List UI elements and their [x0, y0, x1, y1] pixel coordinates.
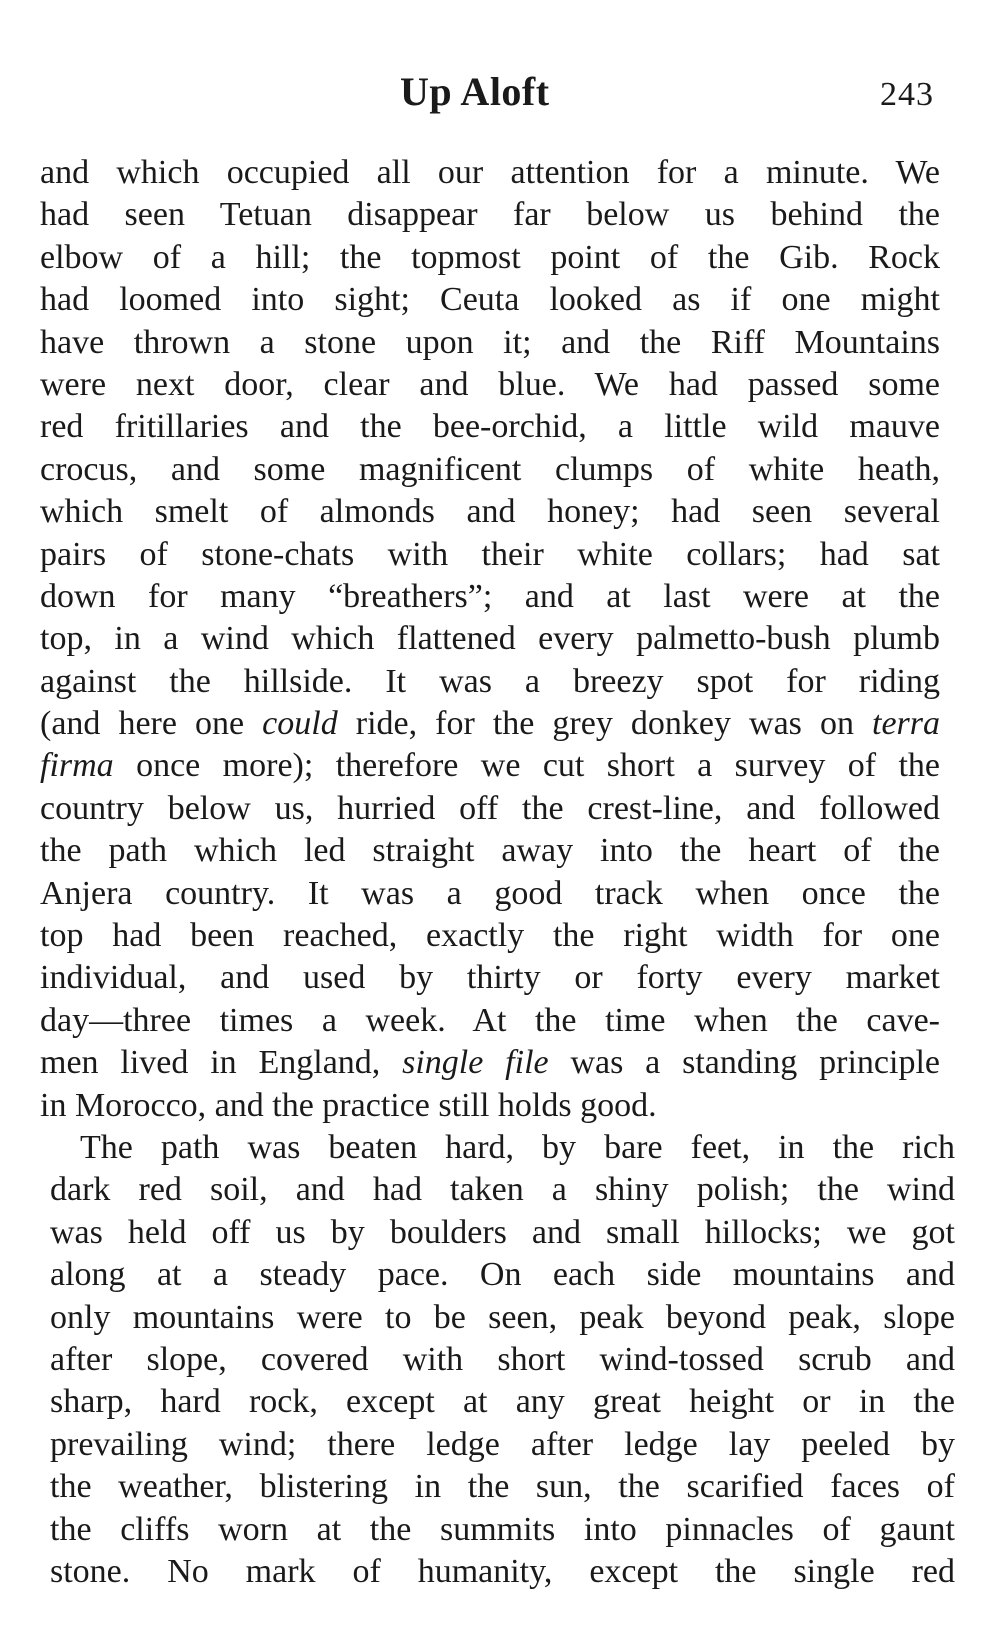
- text-line: [40, 957, 940, 999]
- text-segment: (and here one: [40, 705, 263, 743]
- italic-text: could: [262, 705, 338, 743]
- text-line: [50, 1509, 955, 1551]
- italic-text: firma: [40, 747, 114, 785]
- text-segment: which smelt of almonds and honey; had seen several: [40, 493, 940, 531]
- text-line: [50, 1127, 955, 1169]
- text-segment: have thrown a stone upon it; and the Riff Mountains: [40, 323, 940, 361]
- text-line: [40, 279, 940, 321]
- text-line: [50, 1339, 955, 1381]
- text-segment: prevailing wind; there ledge after ledge lay peeled by: [50, 1425, 955, 1463]
- text-segment: had loomed into sight; Ceuta looked as if one might: [40, 281, 940, 319]
- text-line: [50, 1169, 955, 1211]
- text-line: [40, 873, 940, 915]
- text-segment: was held off us by boulders and small hillocks; we got: [50, 1213, 955, 1251]
- text-segment: after slope, covered with short wind-tossed scrub and: [50, 1340, 955, 1378]
- text-line: [50, 1381, 955, 1423]
- paragraph: [50, 1127, 955, 1593]
- text-segment: once more); therefore we cut short a survey of the: [113, 747, 940, 785]
- text-segment: top, in a wind which flattened every palmetto-bush plumb: [40, 620, 940, 658]
- text-line: [40, 915, 940, 957]
- text-line: [50, 1212, 955, 1254]
- text-line: [40, 661, 940, 703]
- text-segment: ride, for the grey donkey was on: [337, 705, 872, 743]
- text-segment: along at a steady pace. On each side mountains and: [50, 1256, 955, 1294]
- text-line: [50, 1297, 955, 1339]
- text-segment: were next door, clear and blue. We had passed some: [40, 365, 940, 403]
- text-line: [40, 364, 940, 406]
- text-segment: and which occupied all our attention for a minute. We: [40, 154, 940, 191]
- text-line: [40, 830, 940, 872]
- text-segment: The path was beaten hard, by bare feet, in the rich: [80, 1129, 955, 1166]
- running-title: Up Aloft: [400, 69, 550, 114]
- text-line: [40, 703, 940, 745]
- text-segment: dark red soil, and had taken a shiny polish; the wind: [50, 1171, 955, 1209]
- text-segment: against the hillside. It was a breezy spot for riding: [40, 662, 940, 700]
- text-segment: only mountains were to be seen, peak beyond peak, slope: [50, 1298, 955, 1336]
- text-segment: had seen Tetuan disappear far below us behind the: [40, 196, 940, 234]
- text-segment: the weather, blistering in the sun, the scarified faces of: [50, 1468, 955, 1506]
- text-segment: individual, and used by thirty or forty every market: [40, 959, 940, 997]
- text-segment: country below us, hurried off the crest-line, and followed: [40, 789, 940, 827]
- text-segment: sharp, hard rock, except at any great height or in the: [50, 1383, 955, 1421]
- text-line: [40, 449, 940, 491]
- text-segment: down for many “breathers”; and at last were at the: [40, 577, 940, 615]
- italic-text: single file: [402, 1044, 549, 1082]
- text-line: [40, 788, 940, 830]
- text-segment: elbow of a hill; the topmost point of the Gib. Rock: [40, 238, 940, 276]
- paragraph: [40, 152, 940, 1127]
- text-line: [40, 237, 940, 279]
- text-line: [40, 1000, 940, 1042]
- text-line: [40, 194, 940, 236]
- text-segment: crocus, and some magnificent clumps of white heath,: [40, 450, 940, 488]
- text-line: [40, 491, 940, 533]
- text-segment: the cliffs worn at the summits into pinnacles of gaunt: [50, 1510, 955, 1548]
- text-segment: stone. No mark of humanity, except the single red: [50, 1552, 955, 1590]
- text-segment: pairs of stone-chats with their white collars; had sat: [40, 535, 940, 573]
- text-line: [40, 1085, 940, 1127]
- text-segment: day—three times a week. At the time when the cave-: [40, 1001, 940, 1039]
- text-line: [40, 1042, 940, 1084]
- text-segment: red fritillaries and the bee-orchid, a little wild mauve: [40, 408, 940, 446]
- text-segment: was a standing principle: [548, 1044, 940, 1082]
- text-line: [50, 1551, 955, 1593]
- text-line: [40, 576, 940, 618]
- text-segment: Anjera country. It was a good track when once the: [40, 874, 940, 912]
- text-line: [40, 322, 940, 364]
- italic-text: terra: [872, 705, 940, 743]
- text-line: [40, 534, 940, 576]
- text-segment: men lived in England,: [40, 1044, 403, 1082]
- text-line: [50, 1424, 955, 1466]
- text-line: [50, 1466, 955, 1508]
- text-segment: top had been reached, exactly the right width for one: [40, 917, 940, 955]
- text-line: [40, 745, 940, 787]
- text-line: [40, 406, 940, 448]
- text-line: [40, 152, 940, 194]
- text-segment: in Morocco, and the practice still holds good.: [40, 1086, 657, 1124]
- text-line: [50, 1254, 955, 1296]
- text-line: [40, 618, 940, 660]
- page-number: 243: [880, 76, 934, 113]
- text-segment: the path which led straight away into the heart of the: [40, 832, 940, 870]
